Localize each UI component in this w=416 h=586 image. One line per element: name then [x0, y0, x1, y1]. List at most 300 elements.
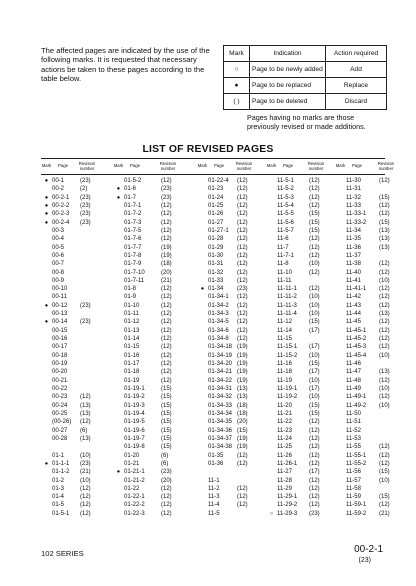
page-number-cell: 01-34-21 — [208, 369, 233, 376]
table-row — [41, 368, 113, 376]
page-number-cell: 01-34-31 — [208, 386, 233, 392]
legend-row-replace — [224, 78, 387, 94]
page-number-cell: 11-4 — [208, 502, 220, 509]
table-row — [41, 244, 113, 252]
table-row — [41, 252, 113, 260]
table-row — [41, 202, 113, 210]
revision-number-cell: (12) — [379, 178, 390, 184]
table-row — [113, 227, 197, 235]
table-row — [113, 252, 197, 260]
revision-number-cell: (15) — [309, 410, 320, 417]
table-row — [266, 202, 335, 210]
revision-number-cell: (15) — [379, 194, 390, 201]
table-row — [266, 285, 335, 293]
revision-number-cell: (12) — [237, 294, 248, 301]
page-number-cell: 00-2-2 — [52, 202, 70, 209]
revision-number-cell: (12) — [379, 394, 390, 401]
revision-number-cell: (12) — [237, 219, 248, 226]
revision-number-cell: (12) — [309, 252, 320, 259]
page-number-cell: 11-33 — [346, 202, 361, 209]
table-row — [197, 460, 266, 468]
table-row — [41, 477, 113, 485]
revision-number-cell: (12) — [379, 294, 390, 301]
page-number-cell: 01-34-20 — [208, 361, 233, 368]
page-number-cell: 11-14 — [277, 327, 292, 334]
page-number-cell: 00-25 — [52, 410, 68, 417]
revision-number-cell: (18) — [237, 402, 248, 409]
table-row — [113, 302, 197, 310]
revision-number-cell: (13) — [237, 386, 248, 392]
page-number-cell: 00-7 — [52, 261, 65, 268]
revision-number-cell: (12) — [309, 435, 320, 442]
page-number-cell: 01-34 — [208, 286, 224, 293]
page-number-cell: 11-37 — [346, 252, 361, 259]
page-number-cell: 11-59-1 — [346, 502, 367, 509]
table-row — [197, 485, 266, 493]
revision-number-cell: (21) — [80, 469, 91, 476]
revision-number-cell: (10) — [309, 377, 320, 384]
revision-number-cell: (12) — [309, 269, 320, 276]
page-number-cell: 11-27 — [277, 469, 292, 476]
table-row — [113, 360, 197, 368]
page-number-cell: 00-12 — [52, 302, 68, 309]
page-number-cell: 11-58 — [346, 485, 361, 492]
page-number-cell: 11-19-1 — [277, 386, 298, 392]
revision-number-cell: (12) — [237, 336, 248, 343]
table-row — [197, 427, 266, 435]
page-number-cell: 11-30 — [346, 178, 361, 184]
page-number-cell: 11-12 — [277, 319, 292, 326]
page-number-cell: 11-5 — [208, 510, 220, 517]
page-number-cell: 00-27 — [52, 427, 68, 434]
page-number-cell: 11-51 — [346, 419, 361, 426]
page-number-cell: 00-2-4 — [52, 219, 70, 226]
page-number-cell: 01-34-32 — [208, 394, 233, 401]
page-number-cell: 11-44 — [346, 311, 361, 318]
revision-number-cell: (12) — [237, 485, 248, 492]
page-number-cell: 01-1 — [52, 452, 65, 459]
table-row — [335, 343, 390, 351]
page-number-cell: 01-9 — [124, 294, 137, 301]
header-page-col3: Page — [213, 163, 225, 169]
page-number-cell: 00-13 — [52, 311, 68, 318]
table-row — [197, 302, 266, 310]
revision-number-cell: (15) — [309, 211, 320, 218]
table-row — [41, 235, 113, 243]
mark-symbol: ● — [116, 469, 121, 476]
table-header — [41, 158, 395, 175]
table-row — [113, 235, 197, 243]
table-row — [41, 194, 113, 202]
revision-number-cell: (6) — [161, 452, 169, 459]
revision-number-cell: (10) — [379, 352, 390, 359]
page-number-cell: 00-9 — [52, 277, 65, 284]
revision-number-cell: (12) — [237, 252, 248, 259]
revision-number-cell: (12) — [237, 311, 248, 318]
page-number-cell: 01-7-6 — [124, 236, 142, 243]
table-row — [113, 260, 197, 268]
revision-number-cell: (12) — [161, 510, 172, 517]
table-row — [41, 185, 113, 193]
revision-number-cell: (10) — [309, 394, 320, 401]
page-number-cell: 00-5 — [52, 244, 65, 251]
table-row — [197, 194, 266, 202]
revision-number-cell: (19) — [161, 252, 172, 259]
table-row — [335, 252, 390, 260]
table-row — [41, 443, 113, 451]
page-number-cell: 11-20 — [277, 402, 292, 409]
legend-header-action: Action required — [326, 46, 387, 62]
table-row — [266, 477, 335, 485]
page-number-cell: 01-19-7 — [124, 435, 145, 442]
page-number-cell: 01-34-5 — [208, 319, 229, 326]
revision-number-cell: (12) — [161, 352, 172, 359]
revision-number-cell: (12) — [237, 327, 248, 334]
revision-number-cell: (12) — [161, 227, 172, 234]
page-number-cell: 01-3 — [52, 485, 65, 492]
revision-number-cell: (12) — [237, 211, 248, 218]
table-row — [41, 418, 113, 426]
page-number-cell: 11-29 — [277, 485, 292, 492]
table-row — [335, 393, 390, 401]
table-row — [41, 310, 113, 318]
table-row — [197, 360, 266, 368]
revision-number-cell: (13) — [237, 394, 248, 401]
page-number-cell: 11-11-2 — [277, 294, 297, 301]
table-row — [197, 252, 266, 260]
table-row — [113, 327, 197, 335]
page-number-cell: 01-34-22 — [208, 377, 233, 384]
revision-number-cell: (12) — [161, 202, 172, 209]
table-row — [266, 343, 335, 351]
revision-number-cell: (23) — [161, 469, 172, 476]
table-row — [197, 227, 266, 235]
table-row — [197, 335, 266, 343]
revision-number-cell: (17) — [309, 386, 320, 392]
table-row — [41, 452, 113, 460]
revision-number-cell: (17) — [309, 327, 320, 334]
table-row — [266, 194, 335, 202]
revision-number-cell: (12) — [237, 202, 248, 209]
revision-number-cell: (12) — [80, 394, 91, 401]
revision-number-cell: (15) — [161, 427, 172, 434]
page-number-cell: 00-15 — [52, 327, 68, 334]
table-row — [266, 468, 335, 476]
revision-number-cell: (15) — [309, 227, 320, 234]
revision-number-cell: (12) — [309, 502, 320, 509]
page-number-cell: 11-45-1 — [346, 327, 367, 334]
page-number-cell: 11-11-3 — [277, 302, 297, 309]
table-row — [335, 485, 390, 493]
page-number-cell: 00-24 — [52, 402, 68, 409]
revision-number-cell: (12) — [309, 286, 320, 293]
revision-number-cell: (23) — [80, 319, 91, 326]
page-number-cell: 11-34 — [346, 227, 361, 234]
revision-number-cell: (12) — [80, 485, 91, 492]
table-row — [113, 493, 197, 501]
mark-symbol: ● — [44, 302, 49, 309]
table-row — [113, 377, 197, 385]
table-row — [41, 285, 113, 293]
page-number-cell: 11-10 — [277, 269, 292, 276]
page-number-cell: 11-5-3 — [277, 194, 294, 201]
mark-symbol: ● — [44, 460, 49, 467]
page-number-cell: 01-23 — [208, 186, 224, 193]
table-row — [197, 393, 266, 401]
table-row — [335, 510, 390, 518]
table-row — [41, 177, 113, 185]
page-number-cell: 01-36 — [208, 460, 224, 467]
table-row — [41, 402, 113, 410]
table-row — [113, 410, 197, 418]
revision-number-cell: (15) — [237, 427, 248, 434]
revision-number-cell: (12) — [309, 494, 320, 501]
table-row — [41, 260, 113, 268]
revision-number-cell: (12) — [161, 494, 172, 501]
table-row — [41, 435, 113, 443]
table-row — [335, 318, 390, 326]
revision-number-cell: (21) — [379, 510, 390, 517]
page-number-cell: 01-21-2 — [124, 477, 145, 484]
page-number-cell: 00-17 — [52, 344, 68, 351]
revision-number-cell: (12) — [237, 194, 248, 201]
page-number-cell: 11-48 — [346, 377, 361, 384]
table-row — [335, 210, 390, 218]
revision-number-cell: (12) — [237, 186, 248, 193]
header-mark-col4: Mark — [266, 163, 277, 169]
revision-number-cell: (12) — [309, 427, 320, 434]
table-row — [197, 277, 266, 285]
table-row — [41, 460, 113, 468]
page-number-cell: 11-57 — [346, 477, 361, 484]
page-number-cell: 11-28 — [277, 477, 292, 484]
page-number-cell: 11-50 — [346, 410, 361, 417]
page-number-cell: 01-29 — [208, 244, 224, 251]
revision-number-cell: (23) — [161, 186, 172, 193]
revision-number-cell: (19) — [237, 361, 248, 368]
revision-number-cell: (18) — [237, 410, 248, 417]
page-number-cell: 01-7-10 — [124, 269, 145, 276]
table-row — [113, 310, 197, 318]
revision-number-cell: (12) — [237, 236, 248, 243]
table-row — [113, 285, 197, 293]
table-row — [197, 452, 266, 460]
table-row — [335, 327, 390, 335]
page-number-cell: 01-10 — [124, 302, 140, 309]
table-row — [41, 410, 113, 418]
revision-number-cell: (15) — [161, 444, 172, 451]
legend-table — [223, 45, 387, 110]
revision-number-cell: (12) — [237, 244, 248, 251]
page-number-cell: 01-1-1 — [52, 460, 70, 467]
table-row — [335, 410, 390, 418]
table-row — [197, 235, 266, 243]
page-number-cell: 11-5-7 — [277, 227, 294, 234]
revision-number-cell: (12) — [379, 302, 390, 309]
header-revision-col1: Revision number — [78, 160, 96, 171]
revision-number-cell: (23) — [80, 302, 91, 309]
revision-number-cell: (13) — [80, 435, 91, 442]
table-row — [197, 177, 266, 185]
revision-number-cell: (12) — [80, 510, 91, 517]
table-row — [41, 210, 113, 218]
table-row — [197, 210, 266, 218]
table-row — [113, 335, 197, 343]
page-number-cell: 11-45-3 — [346, 344, 367, 351]
page-number-cell: 11-41-1 — [346, 286, 367, 293]
revision-number-cell: (15) — [379, 494, 390, 501]
revision-number-cell: (12) — [379, 286, 390, 293]
page-number-cell: 01-19-1 — [124, 386, 145, 392]
table-row — [335, 177, 390, 185]
table-row — [266, 402, 335, 410]
legend-mark-discard: ( ) — [224, 94, 250, 110]
table-row — [266, 219, 335, 227]
table-row — [266, 269, 335, 277]
table-row — [266, 335, 335, 343]
revision-number-cell: (17) — [309, 369, 320, 376]
table-row — [266, 277, 335, 285]
page-number-cell: 11-55-1 — [346, 452, 367, 459]
page-number-cell: 11-45 — [346, 319, 361, 326]
revision-number-cell: (23) — [161, 194, 172, 201]
revision-number-cell: (12) — [379, 319, 390, 326]
page-number-cell: 01-18 — [124, 369, 140, 376]
page-number-cell: 11-11-4 — [277, 311, 297, 318]
table-row — [197, 260, 266, 268]
revision-number-cell: (12) — [309, 194, 320, 201]
legend-action-add: Add — [326, 62, 387, 78]
table-row — [335, 227, 390, 235]
legend-header-indication: Indication — [250, 46, 326, 62]
page-number-cell: 11-52 — [346, 427, 361, 434]
table-row — [197, 269, 266, 277]
header-revision-col5: Revision number — [377, 160, 395, 171]
intro-text: The affected pages are indicated by the use of the following marks. It is requested that necessary actions be taken to these pages according to the table below. — [41, 46, 210, 84]
table-row — [266, 177, 335, 185]
table-row — [113, 477, 197, 485]
page-number-cell: 01-19-5 — [124, 419, 145, 426]
page-number-cell: 01-7-1 — [124, 202, 142, 209]
page-number-cell: 01-34-35 — [208, 419, 233, 426]
page-number-cell: 01-21-1 — [124, 469, 145, 476]
page-number-cell: 01-7-11 — [124, 277, 145, 284]
revision-number-cell: (12) — [161, 336, 172, 343]
table-row — [41, 360, 113, 368]
page-number-cell: 00-14 — [52, 319, 68, 326]
page-number-cell: 01-4 — [52, 494, 65, 501]
table-row — [335, 418, 390, 426]
table-row — [113, 318, 197, 326]
page-number-cell: 11-5-2 — [277, 186, 294, 193]
revision-number-cell: (15) — [161, 410, 172, 417]
header-page-col5: Page — [351, 163, 363, 169]
table-row — [197, 510, 266, 518]
page-number-cell: 11-49-2 — [346, 402, 367, 409]
header-mark-col5: Mark — [335, 163, 346, 169]
page-number-cell: 01-1-2 — [52, 469, 70, 476]
page-number-cell: 01-28 — [208, 236, 224, 243]
revision-number-cell: (15) — [309, 361, 320, 368]
page-number-cell: 01-26 — [208, 211, 224, 218]
revision-number-cell: (12) — [237, 494, 248, 501]
page-number-cell: 11-40 — [346, 269, 361, 276]
revision-number-cell: (10) — [379, 477, 390, 484]
page-number-cell: 11-31 — [346, 186, 361, 193]
page-number-cell: 01-6 — [124, 186, 137, 193]
legend-mark-add: ○ — [224, 62, 250, 78]
table-row — [335, 352, 390, 360]
table-row — [197, 385, 266, 393]
revision-number-cell: (12) — [161, 361, 172, 368]
page-number-cell: 11-25 — [277, 444, 292, 451]
page-number-cell: 11-5-4 — [277, 202, 294, 209]
revision-number-cell: (12) — [309, 477, 320, 484]
table-row — [335, 244, 390, 252]
table-row — [41, 227, 113, 235]
page-number-cell: 11-15-2 — [277, 352, 298, 359]
revision-number-cell: (19) — [237, 444, 248, 451]
page-number-cell: 11-19 — [277, 377, 292, 384]
table-row — [113, 468, 197, 476]
table-row — [335, 185, 390, 193]
revision-number-cell: (19) — [237, 435, 248, 442]
page-number-cell: 00-8 — [52, 269, 65, 276]
table-row — [41, 352, 113, 360]
page-number-cell: 01-35 — [208, 452, 224, 459]
legend-action-discard: Discard — [326, 94, 387, 110]
page-number-cell: 01-27 — [208, 219, 224, 226]
revision-number-cell: (12) — [379, 502, 390, 509]
table-row — [113, 443, 197, 451]
page-number-cell: 01-22 — [124, 485, 140, 492]
revision-number-cell: (13) — [379, 227, 390, 234]
revision-number-cell: (12) — [161, 377, 172, 384]
page-number: 00-2-1 — [354, 544, 383, 555]
page-number-cell: 11-26-1 — [277, 460, 298, 467]
table-row — [113, 418, 197, 426]
page-number-cell: 00-2-1 — [52, 194, 70, 201]
legend-indication-add: Page to be newly added — [250, 62, 326, 78]
table-row — [197, 343, 266, 351]
page-number-cell: 01-7 — [124, 194, 137, 201]
table-row — [335, 260, 390, 268]
header-revision-col2: Revision number — [159, 160, 177, 171]
revision-number-cell: (12) — [379, 261, 390, 268]
page-number-cell: 01-7-9 — [124, 261, 142, 268]
revision-number-cell: (12) — [309, 244, 320, 251]
page-number-cell: 01-19-6 — [124, 427, 145, 434]
page-number-cell: 01-34-36 — [208, 427, 233, 434]
table-row — [197, 285, 266, 293]
revision-number-cell: (12) — [379, 327, 390, 334]
revision-number-cell: (10) — [80, 477, 91, 484]
table-row — [266, 460, 335, 468]
table-row — [197, 244, 266, 252]
table-row — [335, 468, 390, 476]
header-page-col1: Page — [57, 163, 69, 169]
revision-number-cell: (15) — [161, 419, 172, 426]
table-row — [113, 460, 197, 468]
table-row — [266, 352, 335, 360]
page-number-cell: 11-22 — [277, 419, 292, 426]
page-number-cell: 00-10 — [52, 286, 68, 293]
table-row — [335, 219, 390, 227]
revision-number-cell: (12) — [309, 460, 320, 467]
page-number-cell: 00-20 — [52, 369, 68, 376]
page-number-cell: 11-18 — [277, 369, 292, 376]
table-row — [41, 393, 113, 401]
